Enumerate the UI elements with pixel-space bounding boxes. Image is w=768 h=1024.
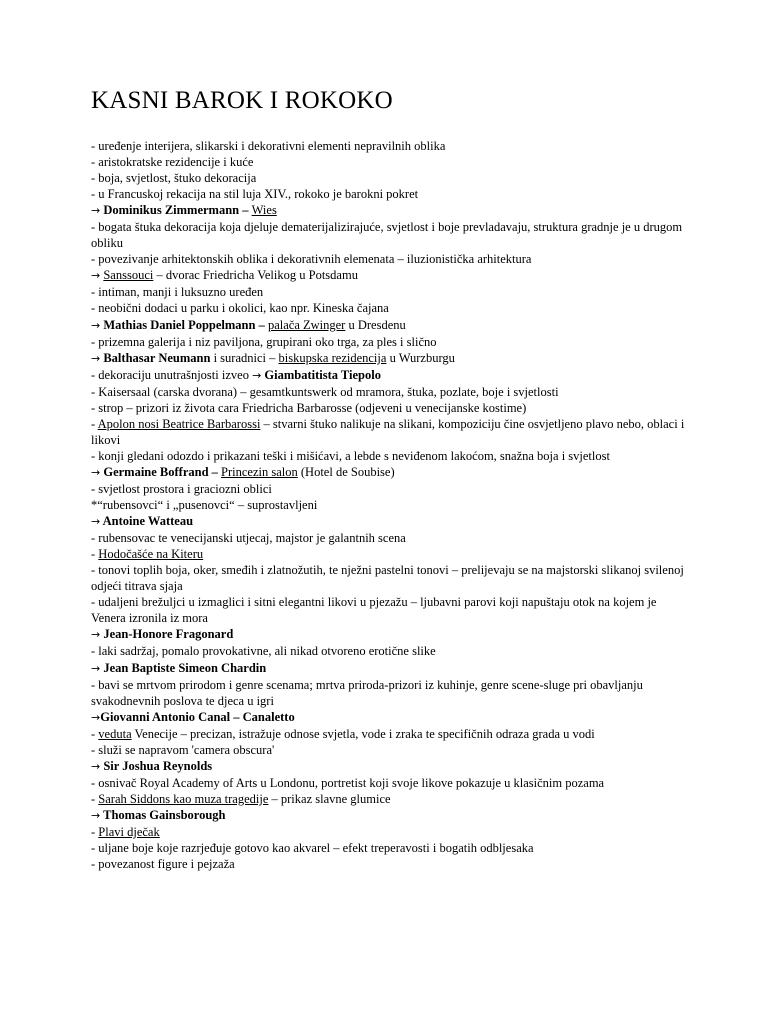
bold-heading: Giambatitista Tiepolo (261, 367, 381, 382)
arrow-icon: → (91, 710, 101, 724)
underlined-term: Hodočašće na Kiteru (98, 547, 204, 562)
text-segment: - bavi se mrtvom prirodom i genre scenama; mrtva priroda-prizori iz kuhinje, genre scene-sluge pri obavljanju svakodnevnih poslova te djeca u igri (91, 677, 643, 708)
note-line (91, 317, 686, 334)
text-segment: i suradnici – (210, 350, 279, 365)
text-segment: - aristokratske rezidencije i kuće (91, 155, 254, 170)
text-segment: - (91, 824, 99, 839)
note-line (91, 643, 686, 659)
note-line (91, 513, 686, 530)
underlined-term: palača Zwinger (267, 317, 346, 332)
note-line (91, 300, 686, 316)
bold-heading: Jean-Honore Fragonard (100, 627, 234, 642)
text-segment: - Kaisersaal (carska dvorana) – gesamtkuntswerk od mramora, štuka, pozlate, boje i svjetlosti (91, 384, 559, 399)
notes-list (91, 138, 686, 872)
bold-heading: Sir Joshua Reynolds (100, 758, 213, 773)
bold-heading: Thomas Gainsborough (100, 807, 226, 822)
arrow-icon: → (91, 661, 101, 675)
note-line (91, 594, 686, 626)
text-segment: - prizemna galerija i niz paviljona, grupirani oko trga, za ples i slično (91, 334, 437, 349)
text-segment: - tonovi toplih boja, oker, smeđih i zlatnožutih, te nježni pastelni tonovi – prelijevaju se na majstorski slikanoj svilenoj odjeći titrava sjaja (91, 563, 684, 594)
bold-heading: Dominikus Zimmermann – (100, 203, 252, 218)
note-line (91, 626, 686, 643)
arrow-icon: → (91, 759, 101, 773)
text-segment: - osnivač Royal Academy of Arts u Londonu, portretist koji svoje likove pokazuje u klasičnim pozama (91, 775, 605, 790)
note-line (91, 416, 686, 448)
text-segment: Venecije – precizan, istražuje odnose svjetla, vode i zraka te specifičnih odraza grada u vodi (131, 726, 595, 741)
note-line (91, 497, 686, 513)
note-line (91, 481, 686, 497)
arrow-icon: → (91, 628, 101, 642)
note-line (91, 775, 686, 791)
note-line (91, 530, 686, 546)
arrow-icon: → (91, 204, 101, 218)
note-line (91, 138, 686, 154)
note-line (91, 709, 686, 726)
text-segment: u Dresdenu (345, 317, 406, 332)
note-line (91, 334, 686, 350)
note-line (91, 284, 686, 300)
underlined-term: biskupska rezidencija (278, 350, 387, 365)
note-line (91, 677, 686, 709)
note-line (91, 791, 686, 807)
note-line (91, 400, 686, 416)
page-title: KASNI BAROK I ROKOKO (91, 87, 393, 114)
text-segment: - (91, 547, 99, 562)
note-line (91, 742, 686, 758)
text-segment: – prikaz slavne glumice (268, 791, 391, 806)
text-segment: - povezivanje arhitektonskih oblika i dekorativnih elemenata – iluzionistička arhitektura (91, 252, 532, 267)
note-line (91, 758, 686, 775)
text-segment: u Wurzburgu (386, 350, 455, 365)
text-segment: - služi se napravom 'camera obscura' (91, 742, 275, 757)
text-segment: - povezanost figure i pejzaža (91, 857, 235, 872)
underlined-term: Sarah Siddons kao muza tragedije (98, 791, 269, 806)
note-line (91, 660, 686, 677)
underlined-term: veduta (98, 726, 132, 741)
document-page (91, 84, 686, 872)
arrow-icon: → (91, 269, 101, 283)
note-line (91, 824, 686, 840)
note-line (91, 856, 686, 872)
note-line (91, 350, 686, 367)
text-segment: - uljane boje koje razrjeđuje gotovo kao akvarel – efekt treperavosti i bogatih odbljesaka (91, 841, 534, 856)
note-line (91, 546, 686, 562)
bold-heading: Germaine Boffrand – (100, 464, 222, 479)
text-segment: - bogata štuka dekoracija koja djeluje dematerijalizirajuće, svjetlost i boje prevladavaju, struktura gradnje je u drugom obliku (91, 220, 683, 251)
text-segment: (Hotel de Soubise) (297, 464, 395, 479)
text-segment: - intiman, manji i luksuzno uređen (91, 285, 264, 300)
underlined-term: Sanssouci (103, 268, 154, 283)
text-segment: - (91, 416, 98, 431)
note-line (91, 726, 686, 742)
note-line (91, 267, 686, 284)
text-segment: - svjetlost prostora i graciozni oblici (91, 481, 272, 496)
note-line (91, 186, 686, 202)
text-segment: - u Francuskoj rekacija na stil luja XIV., rokoko je barokni pokret (91, 187, 419, 202)
text-segment: - strop – prizori iz života cara Friedricha Barbarosse (odjeveni u venecijanske kostime) (91, 400, 527, 415)
text-segment: - (91, 791, 99, 806)
arrow-icon: → (252, 368, 262, 382)
note-line (91, 154, 686, 170)
arrow-icon: → (91, 515, 101, 529)
text-segment: - konji gledani odozdo i prikazani teški i mišićavi, a lebde s neviđenom lakoćom, snažna boja i svjetlost (91, 448, 610, 463)
text-segment: - rubensovac te venecijanski utjecaj, majstor je galantnih scena (91, 531, 406, 546)
bold-heading: Jean Baptiste Simeon Chardin (100, 660, 267, 675)
text-segment: - dekoraciju unutrašnjosti izveo (91, 367, 253, 382)
text-segment: - boja, svjetlost, štuko dekoracija (91, 171, 257, 186)
text-segment: - uređenje interijera, slikarski i dekorativni elementi nepravilnih oblika (91, 139, 446, 153)
note-line (91, 202, 686, 219)
underlined-term: Plavi dječak (98, 824, 160, 839)
note-line (91, 464, 686, 481)
arrow-icon: → (91, 465, 101, 479)
arrow-icon: → (91, 318, 101, 332)
bold-heading: Antoine Watteau (100, 514, 194, 529)
bold-heading: Balthasar Neumann (100, 350, 211, 365)
underlined-term: Princezin salon (221, 464, 298, 479)
text-segment: - udaljeni brežuljci u izmaglici i sitni elegantni likovi u pjezažu – ljubavni parovi koji napuštaju otok na kojem je Venera izronila iz mora (91, 595, 657, 626)
note-line (91, 807, 686, 824)
text-segment: – stvarni štuko nalikuje na slikani, kompoziciju čine osvjetljeno plavo nebo, oblaci i likovi (91, 416, 685, 447)
note-line (91, 251, 686, 267)
bold-heading: Mathias Daniel Poppelmann – (100, 317, 268, 332)
note-line (91, 170, 686, 186)
note-line (91, 219, 686, 251)
bold-heading: Giovanni Antonio Canal – Canaletto (100, 709, 295, 724)
arrow-icon: → (91, 808, 101, 822)
text-segment: – dvorac Friedricha Velikog u Potsdamu (153, 268, 358, 283)
note-line (91, 840, 686, 856)
text-segment: *“rubensovci“ i „pusenovci“ – suprostavljeni (91, 498, 318, 513)
text-segment: - laki sadržaj, pomalo provokativne, ali nikad otvoreno erotične slike (91, 644, 436, 659)
note-line (91, 384, 686, 400)
arrow-icon: → (91, 351, 101, 365)
text-segment: - (91, 726, 99, 741)
note-line (91, 562, 686, 594)
note-line (91, 367, 686, 384)
underlined-term: Wies (251, 203, 277, 218)
text-segment: - neobični dodaci u parku i okolici, kao npr. Kineska čajana (91, 301, 389, 316)
underlined-term: Apolon nosi Beatrice Barbarossi (97, 416, 261, 431)
note-line (91, 448, 686, 464)
